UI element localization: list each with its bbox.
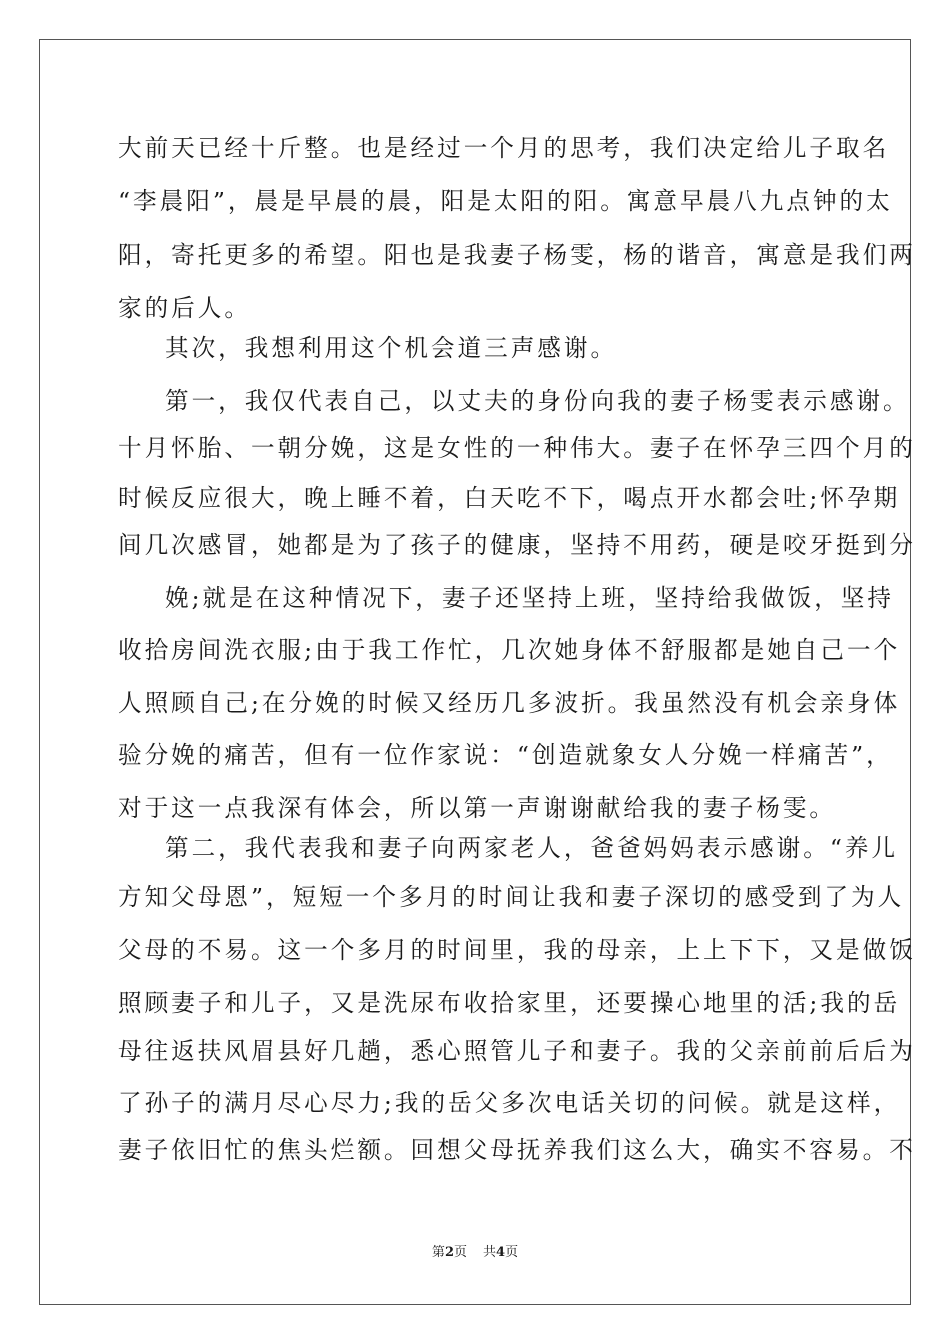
paragraph-start-line: 其次，我想利用这个机会道三声感谢。 xyxy=(165,334,618,362)
text-line: 间几次感冒，她都是为了孩子的健康，坚持不用药，硬是咬牙挺到分 xyxy=(118,531,916,559)
text-line: 母往返扶风眉县好几趟，悉心照管儿子和妻子。我的父亲前前后后为 xyxy=(118,1037,916,1065)
total-suffix: 页 xyxy=(505,1245,519,1260)
text-line: 时候反应很大，晚上睡不着，白天吃不下，喝点开水都会吐;怀孕期 xyxy=(118,484,901,512)
paragraph-start-line: 第二，我代表我和妻子向两家老人，爸爸妈妈表示感谢。“养儿 xyxy=(165,834,899,862)
text-line: 了孙子的满月尽心尽力;我的岳父多次电话关切的问候。就是这样， xyxy=(118,1089,901,1117)
page-total: 4 xyxy=(496,1245,506,1260)
paragraph-start-line: 第一，我仅代表自己，以丈夫的身份向我的妻子杨雯表示感谢。 xyxy=(165,387,910,415)
text-line: 阳，寄托更多的希望。阳也是我妻子杨雯，杨的谐音，寓意是我们两 xyxy=(118,241,916,269)
text-line: 娩;就是在这种情况下，妻子还坚持上班，坚持给我做饭，坚持 xyxy=(165,584,894,612)
text-line: 十月怀胎、一朝分娩，这是女性的一种伟大。妻子在怀孕三四个月的 xyxy=(118,434,916,462)
text-line: 父母的不易。这一个多月的时间里，我的母亲，上上下下，又是做饭 xyxy=(118,936,916,964)
text-line: “李晨阳”，晨是早晨的晨，阳是太阳的阳。寓意早晨八九点钟的太 xyxy=(118,187,893,215)
page-prefix: 第 xyxy=(431,1245,445,1260)
text-line: 照顾妻子和儿子，又是洗尿布收拾家里，还要操心地里的活;我的岳 xyxy=(118,989,901,1017)
text-line: 妻子依旧忙的焦头烂额。回想父母抚养我们这么大，确实不容易。不 xyxy=(118,1136,916,1164)
text-line: 验分娩的痛苦，但有一位作家说：“创造就象女人分娩一样痛苦”， xyxy=(118,741,893,769)
page-footer xyxy=(0,1243,950,1263)
text-line: 人照顾自己;在分娩的时候又经历几多波折。我虽然没有机会亲身体 xyxy=(118,689,901,717)
text-line: 方知父母恩”，短短一个多月的时间让我和妻子深切的感受到了为人 xyxy=(118,883,905,911)
text-line: 家的后人。 xyxy=(118,294,251,322)
page-current: 2 xyxy=(444,1245,454,1260)
text-line: 收拾房间洗衣服;由于我工作忙，几次她身体不舒服都是她自己一个 xyxy=(118,636,901,664)
text-line: 大前天已经十斤整。也是经过一个月的思考，我们决定给儿子取名 xyxy=(118,134,890,162)
total-prefix: 共 xyxy=(483,1245,497,1260)
page-suffix: 页 xyxy=(453,1245,467,1260)
text-line: 对于这一点我深有体会，所以第一声谢谢献给我的妻子杨雯。 xyxy=(118,794,837,822)
